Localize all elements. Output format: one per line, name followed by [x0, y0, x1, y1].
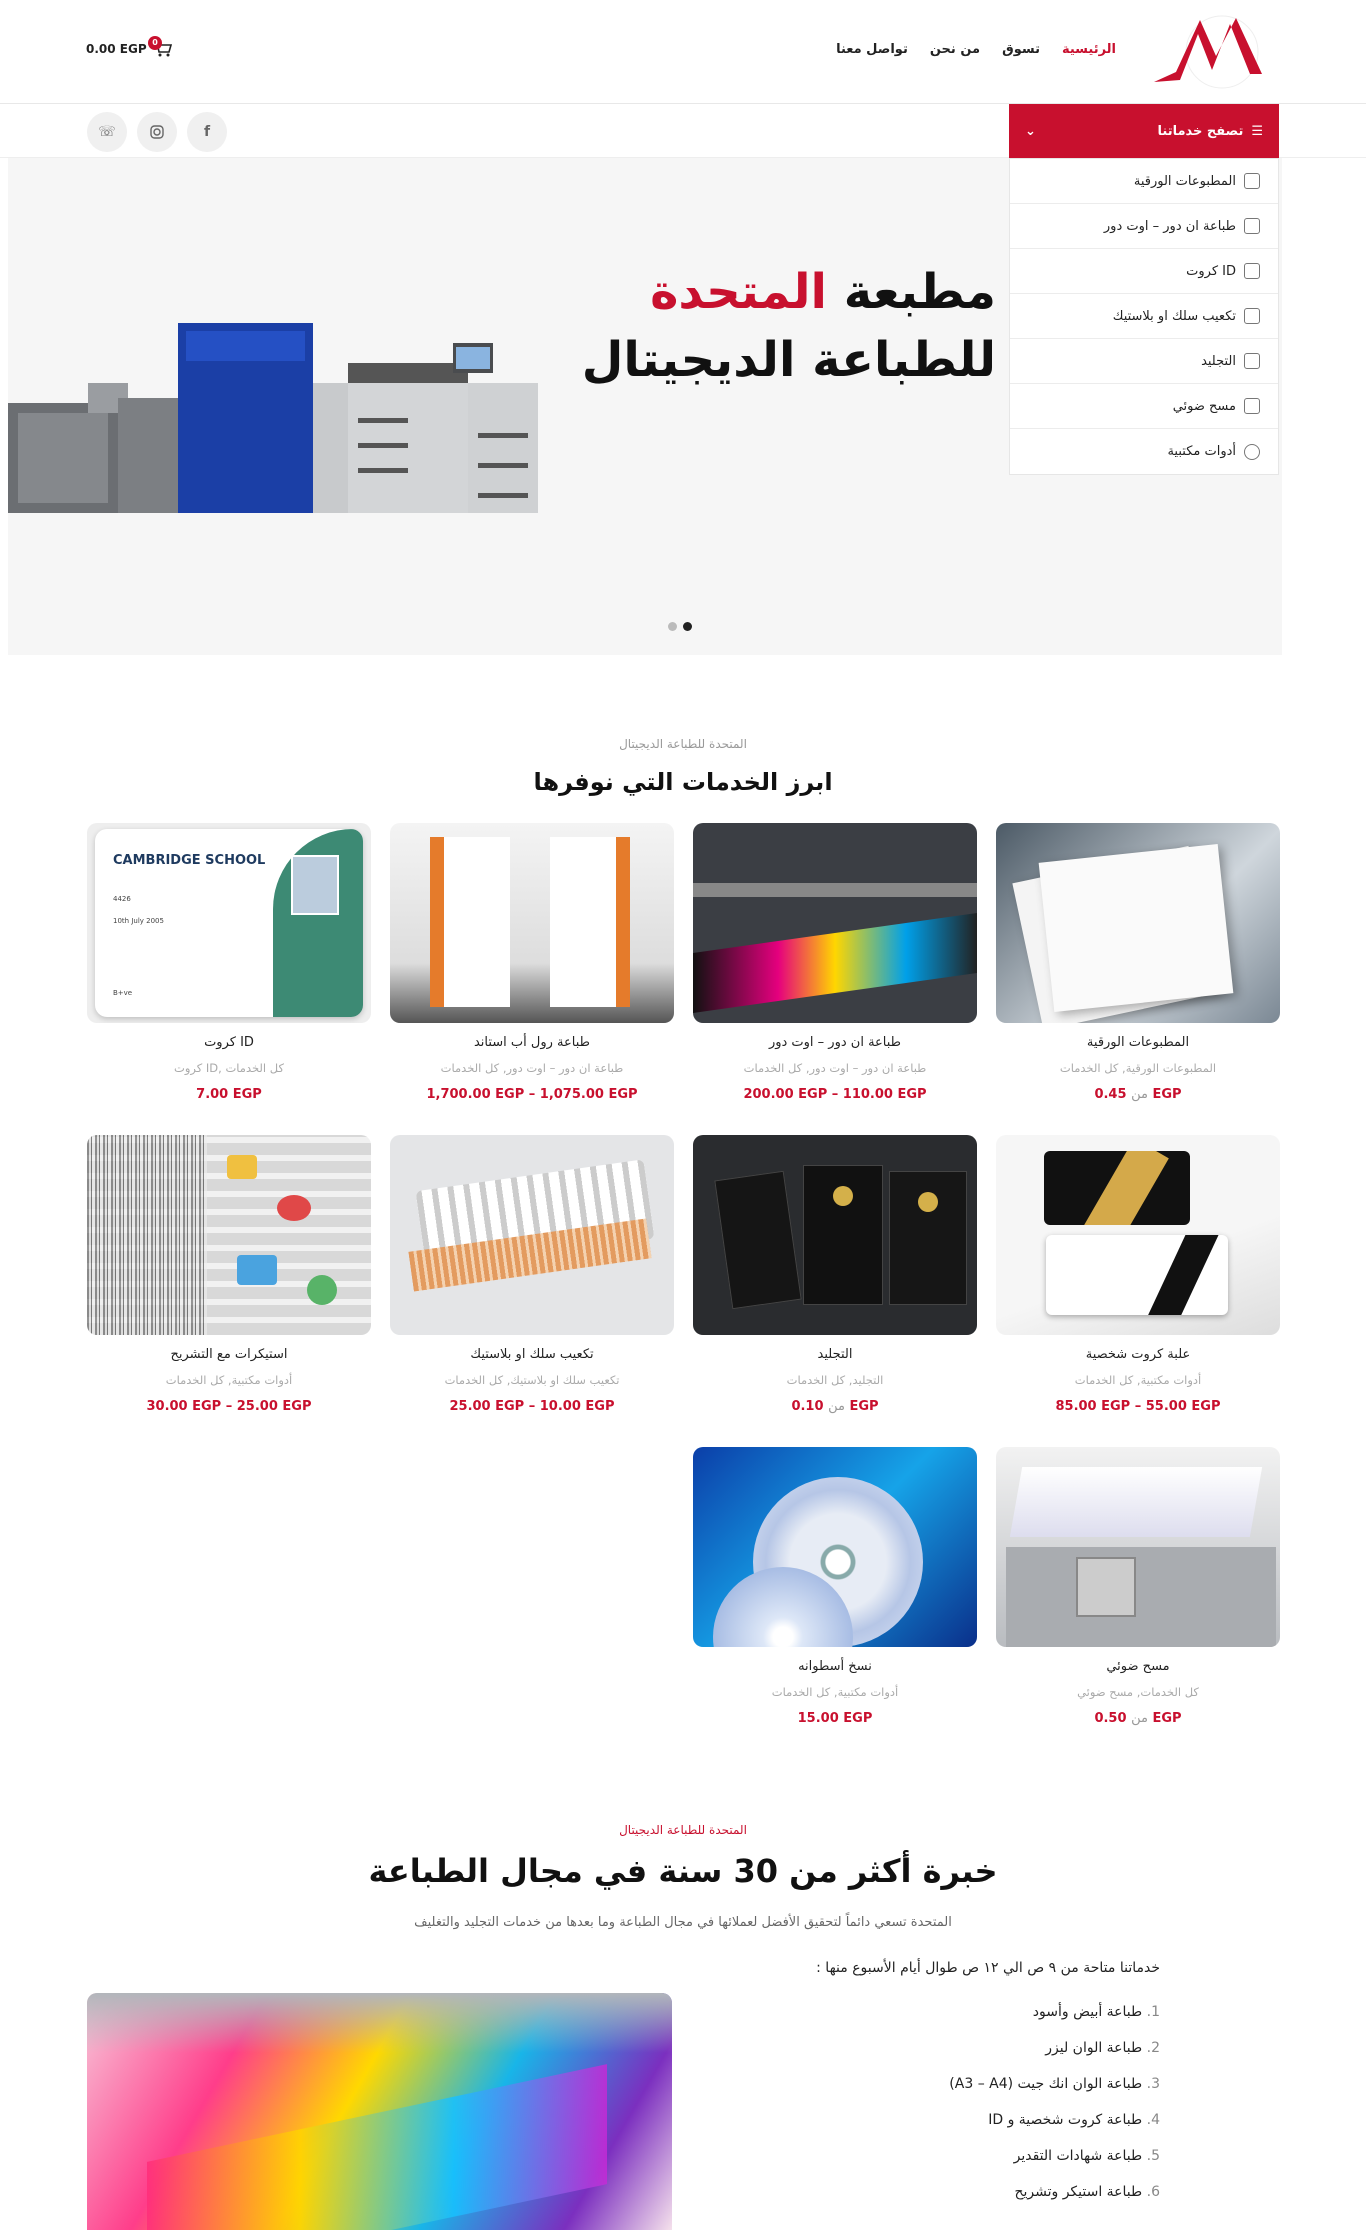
list-item — [949, 2004, 1160, 2040]
main-nav — [836, 42, 1116, 57]
product-image[interactable] — [693, 1447, 977, 1647]
scanner-icon — [1244, 398, 1260, 414]
menu-item-label: طباعة ان دور – اوت دور — [1103, 218, 1236, 234]
menu-item-id-cards[interactable] — [1010, 249, 1278, 294]
product-card[interactable] — [87, 823, 371, 1102]
binding-icon — [1244, 308, 1260, 324]
chevron-down-icon: ⌄ — [1025, 123, 1036, 139]
id-card-date: 10th July 2005 — [113, 917, 164, 925]
nav-contact[interactable]: تواصل معنا — [836, 42, 908, 57]
menu-icon: ☰ — [1251, 123, 1263, 139]
product-name[interactable]: استيكرات مع التشريح — [170, 1347, 288, 1362]
book-icon — [1244, 353, 1260, 369]
list-item — [949, 2148, 1160, 2184]
services-title: ابرز الخدمات التي نوفرها — [533, 768, 833, 796]
menu-item-label: المطبوعات الورقية — [1133, 173, 1236, 189]
product-price: 1,700.00 EGP – 1,075.00 EGP — [426, 1087, 638, 1102]
product-price: 25.00 EGP – 10.00 EGP — [449, 1399, 615, 1414]
tools-icon — [1244, 444, 1260, 460]
product-image[interactable] — [390, 823, 674, 1023]
menu-item-scanning[interactable] — [1010, 384, 1278, 429]
product-card[interactable] — [390, 1135, 674, 1414]
product-price: 30.00 EGP – 25.00 EGP — [146, 1399, 312, 1414]
product-card[interactable] — [693, 1447, 977, 1726]
list-number: 1. — [1146, 2004, 1160, 2020]
product-card[interactable] — [996, 1135, 1280, 1414]
menu-item-paper-prints[interactable] — [1010, 159, 1278, 204]
id-card-blood: B+ve — [113, 989, 133, 997]
about-kicker: المتحدة للطباعة الديجيتال — [619, 1823, 747, 1837]
menu-item-office-tools[interactable] — [1010, 429, 1278, 474]
about-description: المتحدة تسعي دائماً لتحقيق الأفضل لعملائها في مجال الطباعة وما بعدها من خدمات التجليد والتغليف — [414, 1915, 952, 1930]
list-number: 4. — [1146, 2112, 1160, 2128]
menu-item-bookbinding[interactable] — [1010, 339, 1278, 384]
product-price: 7.00 EGP — [196, 1087, 262, 1102]
product-name[interactable]: علبة كروت شخصية — [1085, 1347, 1191, 1362]
product-card[interactable] — [87, 1135, 371, 1414]
product-price: 85.00 EGP – 55.00 EGP — [1055, 1399, 1221, 1414]
megaphone-icon — [1244, 218, 1260, 234]
cart-total: 0.00 EGP — [86, 42, 147, 56]
price-prefix: من — [828, 1399, 845, 1414]
list-item — [949, 2040, 1160, 2076]
menu-item-label: أدوات مكتبية — [1167, 444, 1236, 459]
list-text: طباعة الوان ليزر — [1045, 2040, 1143, 2056]
product-card[interactable] — [996, 1447, 1280, 1726]
browse-label: تصفح خدماتنا — [1157, 123, 1244, 139]
whatsapp-icon[interactable]: ☏ — [87, 112, 127, 152]
menu-item-label: مسح ضوئي — [1172, 398, 1236, 414]
product-image[interactable] — [996, 823, 1280, 1023]
product-price — [693, 1399, 977, 1414]
slider-dot[interactable] — [668, 622, 677, 631]
price-prefix: من — [1131, 1087, 1148, 1102]
menu-item-label: كروت ID — [1186, 263, 1236, 279]
menu-item-label: تكعيب سلك او بلاستيك — [1112, 308, 1236, 324]
product-name[interactable]: كروت ID — [204, 1035, 254, 1050]
product-price — [996, 1711, 1280, 1726]
product-name[interactable]: طباعة ان دور – اوت دور — [768, 1035, 902, 1050]
product-image[interactable] — [996, 1135, 1280, 1335]
services-dropdown — [1009, 158, 1279, 475]
product-image[interactable] — [693, 823, 977, 1023]
product-name[interactable]: مسح ضوئي — [1106, 1659, 1170, 1674]
product-name[interactable]: نسخ أسطوانه — [798, 1659, 872, 1674]
list-text: طباعة استيكر وتشريح — [1014, 2184, 1143, 2200]
site-logo[interactable] — [1150, 12, 1265, 92]
instagram-icon[interactable] — [137, 112, 177, 152]
list-number: 5. — [1146, 2148, 1160, 2164]
cart-button[interactable] — [86, 40, 173, 58]
working-hours: خدماتنا متاحة من ٩ ص الي ١٢ ص طوال أيام الأسبوع منها : — [816, 1960, 1160, 1976]
product-category[interactable]: المطبوعات الورقية, كل الخدمات — [1059, 1061, 1217, 1075]
product-card[interactable] — [996, 823, 1280, 1102]
nav-home[interactable]: الرئيسية — [1061, 42, 1116, 57]
list-number: 6. — [1146, 2184, 1160, 2200]
id-card-icon — [1244, 263, 1260, 279]
product-image[interactable] — [87, 823, 371, 1023]
hero-title — [582, 258, 996, 394]
slider-dot-active[interactable] — [683, 622, 692, 631]
slider-dots — [668, 622, 692, 631]
product-image[interactable] — [390, 1135, 674, 1335]
product-price: 15.00 EGP — [797, 1711, 873, 1726]
product-category[interactable]: كروت ID, كل الخدمات — [174, 1061, 284, 1075]
facebook-icon[interactable]: f — [187, 112, 227, 152]
list-text: طباعة أبيض وأسود — [1032, 2004, 1143, 2020]
menu-item-indoor-outdoor[interactable] — [1010, 204, 1278, 249]
digital-press-image — [8, 323, 548, 523]
product-card[interactable] — [390, 823, 674, 1102]
price-prefix: من — [1131, 1711, 1148, 1726]
price-value: 0.10 EGP — [791, 1399, 879, 1414]
product-category[interactable]: طباعة ان دور – اوت دور, كل الخدمات — [440, 1061, 624, 1075]
services-list — [949, 2004, 1160, 2220]
product-category[interactable]: أدوات مكتبية, كل الخدمات — [1074, 1373, 1202, 1387]
menu-item-label: التجليد — [1201, 353, 1236, 369]
product-price: 200.00 EGP – 110.00 EGP — [743, 1087, 927, 1102]
product-card[interactable] — [693, 823, 977, 1102]
about-title: خبرة أكثر من 30 سنة في مجال الطباعة — [368, 1852, 998, 1890]
product-name[interactable]: التجليد — [817, 1347, 853, 1362]
product-price — [996, 1087, 1280, 1102]
list-number: 3. — [1146, 2076, 1160, 2092]
menu-item-binding[interactable] — [1010, 294, 1278, 339]
list-item — [949, 2184, 1160, 2220]
services-kicker: المتحدة للطباعة الديجيتال — [619, 737, 747, 751]
product-category[interactable]: تكعيب سلك او بلاستيك, كل الخدمات — [444, 1373, 620, 1387]
hero-title-accent: المتحدة — [650, 264, 827, 320]
price-value: 0.50 EGP — [1094, 1711, 1182, 1726]
price-value: 0.45 EGP — [1094, 1087, 1182, 1102]
hero-title-word: مطبعة — [843, 264, 996, 320]
browse-services-button[interactable] — [1009, 104, 1279, 158]
product-category[interactable]: أدوات مكتبية, كل الخدمات — [165, 1373, 293, 1387]
product-image[interactable] — [996, 1447, 1280, 1647]
id-card-school: CAMBRIDGE SCHOOL — [113, 853, 266, 868]
id-card-number: 4426 — [113, 895, 131, 903]
list-number: 2. — [1146, 2040, 1160, 2056]
product-name[interactable]: طباعة رول أب استاند — [473, 1035, 591, 1050]
product-name[interactable]: المطبوعات الورقية — [1086, 1035, 1190, 1050]
product-image[interactable] — [693, 1135, 977, 1335]
list-text: طباعة شهادات التقدير — [1013, 2148, 1143, 2164]
printer-icon — [1244, 173, 1260, 189]
printing-splash-image — [87, 1993, 672, 2230]
product-card[interactable] — [693, 1135, 977, 1414]
nav-about[interactable]: من نحن — [929, 42, 981, 57]
list-text: طباعة كروت شخصية و ID — [988, 2112, 1143, 2128]
product-image[interactable] — [87, 1135, 371, 1335]
product-category[interactable]: أدوات مكتبية, كل الخدمات — [771, 1685, 899, 1699]
product-category[interactable]: التجليد, كل الخدمات — [786, 1373, 884, 1387]
product-category[interactable]: طباعة ان دور – اوت دور, كل الخدمات — [743, 1061, 927, 1075]
cart-count-badge: 0 — [148, 36, 162, 50]
site-header — [0, 0, 1366, 104]
list-item — [949, 2076, 1160, 2112]
product-name[interactable]: تكعيب سلك او بلاستيك — [470, 1347, 594, 1362]
list-text: طباعة الوان انك جيت (A3 – A4) — [949, 2076, 1143, 2092]
list-item — [949, 2112, 1160, 2148]
product-category[interactable]: كل الخدمات, مسح ضوئي — [1077, 1685, 1199, 1699]
hero-subtitle: للطباعة الديجيتال — [581, 332, 996, 388]
nav-shop[interactable]: تسوق — [1002, 42, 1040, 57]
